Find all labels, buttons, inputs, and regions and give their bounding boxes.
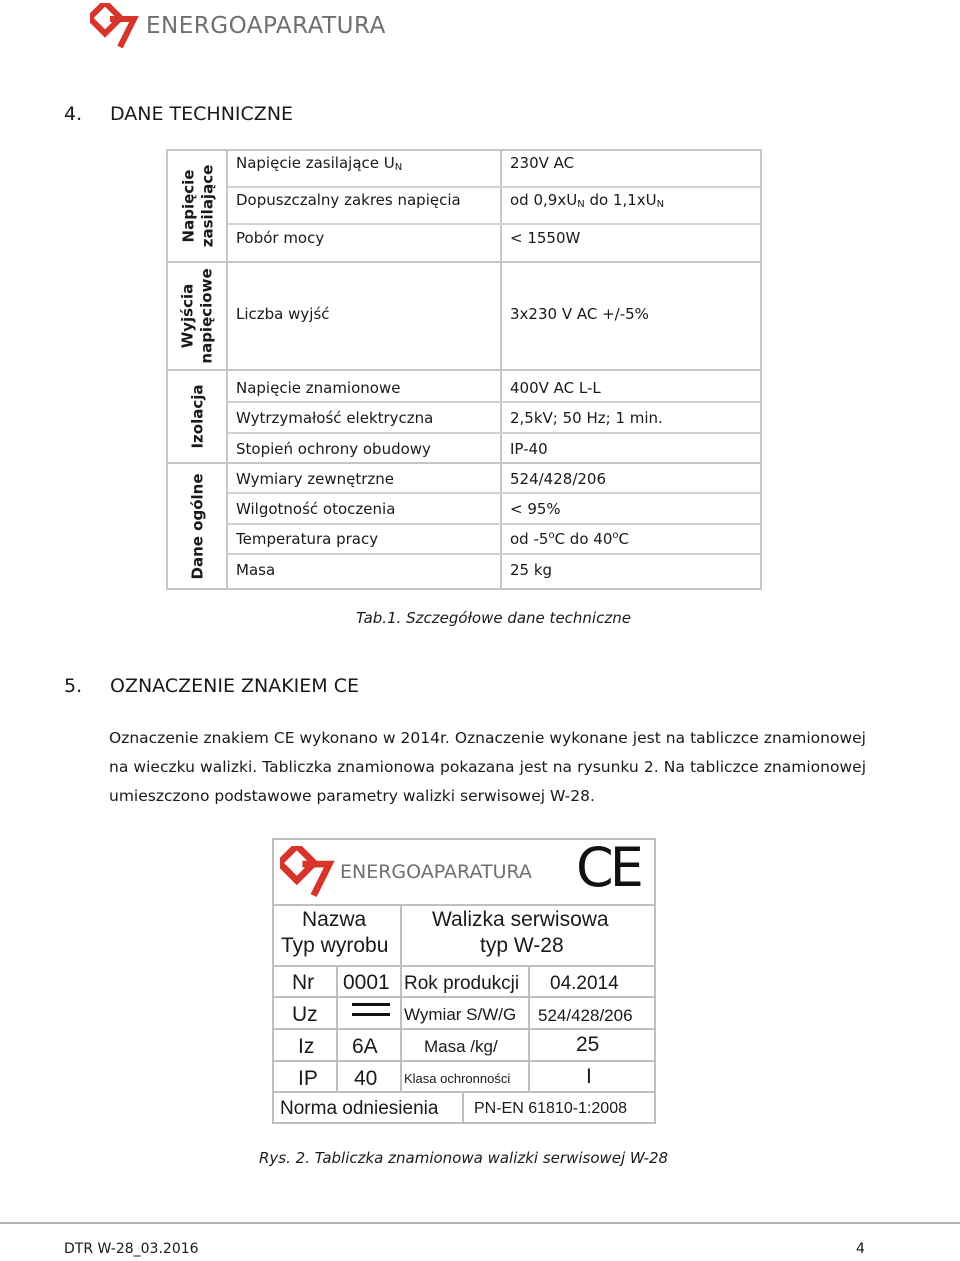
ip-value: 40 <box>354 1067 378 1090</box>
iz-value: 6A <box>352 1035 378 1058</box>
row-label: Temperatura pracy <box>236 530 379 548</box>
norm-label: Norma odniesienia <box>280 1098 439 1119</box>
dimension-value: 524/428/206 <box>538 1006 633 1025</box>
product-type-value: typ W-28 <box>480 934 564 957</box>
row-label: Napięcie znamionowe <box>236 379 401 397</box>
dc-current-icon <box>350 1000 392 1024</box>
footer-doc-id: DTR W-28_03.2016 <box>64 1241 199 1257</box>
section-number: 5. <box>64 675 83 697</box>
row-label: Wilgotność otoczenia <box>236 500 396 518</box>
figure-caption: Rys. 2. Tabliczka znamionowa walizki serwisowej W-28 <box>259 1149 669 1167</box>
company-logo <box>90 2 386 50</box>
mass-label: Masa /kg/ <box>424 1037 498 1056</box>
iz-label: Iz <box>298 1035 315 1058</box>
row-label: Liczba wyjść <box>236 305 330 323</box>
row-value: < 95% <box>510 500 561 518</box>
nr-label: Nr <box>292 971 315 994</box>
row-value: 230V AC <box>510 154 575 172</box>
section-5-heading <box>64 675 359 697</box>
row-value: IP-40 <box>510 440 548 458</box>
year-label: Rok produkcji <box>404 973 520 994</box>
nr-value: 0001 <box>343 971 390 994</box>
row-value: < 1550W <box>510 229 581 247</box>
row-value: 524/428/206 <box>510 470 606 488</box>
row-label: Pobór mocy <box>236 229 325 247</box>
nameplate-figure <box>272 838 656 1124</box>
row-label: Wymiary zewnętrzne <box>236 470 394 488</box>
row-label: Napięcie zasilające $U_N$ <box>236 154 403 173</box>
row-label: Wytrzymałość elektryczna <box>236 409 434 427</box>
protection-class-label: Klasa ochronności <box>404 1071 511 1086</box>
row-value: 25 kg <box>510 561 553 579</box>
group-label-supply: Napięcie zasilające <box>179 164 216 248</box>
section-title: OZNACZENIE ZNAKIEM CE <box>110 675 359 697</box>
nameplate-logo-text: ENERGOAPARATURA <box>340 861 532 883</box>
row-label: Masa <box>236 561 276 579</box>
mass-value: 25 <box>576 1033 600 1056</box>
logo-mark-icon <box>90 3 140 49</box>
group-label-general: Dane ogólne <box>188 473 207 579</box>
section-4-heading <box>64 103 293 125</box>
technical-data-table <box>166 149 762 590</box>
ce-paragraph: Oznaczenie znakiem CE wykonano w 2014r. Oznaczenie wykonane jest na tabliczce znamionowej na wieczku walizki. Tabliczka znamionowa pokazana jest na rysunku 2. Na tabliczce znamionowej umieszczono podstawowe parametry walizki serwisowej W-28. <box>109 729 866 805</box>
nameplate-logo <box>280 846 532 898</box>
logo-text: ENERGOAPARATURA <box>146 13 386 39</box>
protection-class-value: I <box>586 1065 592 1088</box>
table-caption: Tab.1. Szczegółowe dane techniczne <box>356 609 631 627</box>
group-label-outputs: Wyjścia napięciowe <box>179 268 216 364</box>
year-value: 04.2014 <box>550 973 619 994</box>
row-value: 2,5kV; 50 Hz; 1 min. <box>510 409 663 427</box>
uz-label: Uz <box>292 1003 318 1026</box>
ip-label: IP <box>298 1067 318 1090</box>
dimension-label: Wymiar S/W/G <box>404 1005 517 1024</box>
product-type-label: Typ wyrobu <box>281 934 389 957</box>
group-label-insulation: Izolacja <box>188 384 207 449</box>
row-value: 400V AC L-L <box>510 379 601 397</box>
footer-page-number: 4 <box>856 1241 865 1257</box>
footer-divider <box>0 1222 960 1224</box>
section-number: 4. <box>64 103 83 125</box>
row-value: od -5$^o$C do 40$^o$C <box>510 530 629 548</box>
row-value: od $0,9xU_N$ do $1,1xU_N$ <box>510 191 665 210</box>
norm-value: PN-EN 61810-1:2008 <box>474 1100 627 1117</box>
logo-mark-icon <box>280 846 336 898</box>
section-title: DANE TECHNICZNE <box>110 103 294 125</box>
row-value: 3x230 V AC +/-5% <box>510 305 649 323</box>
row-label: Stopień ochrony obudowy <box>236 440 431 458</box>
ce-mark: CE <box>576 836 640 899</box>
name-label: Nazwa <box>302 908 367 931</box>
name-value: Walizka serwisowa <box>432 908 609 931</box>
row-label: Dopuszczalny zakres napięcia <box>236 191 461 209</box>
